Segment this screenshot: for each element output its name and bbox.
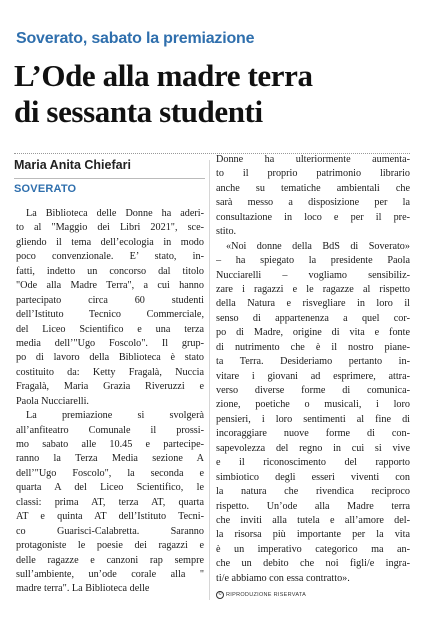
text-line: po di Madre, origine di vita e fonte — [216, 327, 410, 339]
text-line: zione, poetiche o musicali, i loro — [216, 399, 410, 411]
text-line: La Biblioteca delle Donne ha aderi- — [26, 208, 204, 219]
dateline: SOVERATO — [14, 183, 77, 195]
rights-notice — [216, 588, 410, 600]
text-line: delle ragazze e canzoni rap sempre — [16, 554, 204, 566]
text-line: protagoniste le poesie dei ragazzi e — [16, 540, 204, 552]
text-line: Donne ha ulteriormente aumenta- — [216, 154, 410, 165]
text-line: che un debito che noi figli/e ingra- — [216, 558, 410, 570]
left-column — [16, 207, 204, 597]
text-line: del Liceo Scientifico e una terza — [16, 323, 204, 335]
text-line: Fragalà, Maria Grazia Riveruzzi e — [16, 381, 204, 393]
text-line: classi: prima AT, terza AT, quarta — [16, 496, 204, 508]
text-line: zare i ragazzi e le ragazze al rispetto — [216, 283, 410, 295]
text-line: quarta A del Liceo Scientifico, le — [16, 482, 204, 494]
headline-line-1: L’Ode alla madre terra — [14, 58, 313, 93]
text-line: sarà messo a disposizione per la — [216, 197, 410, 209]
byline: Maria Anita Chiefari — [14, 158, 131, 172]
text-line: to al "Maggio dei Libri 2021", sce- — [16, 222, 204, 234]
text-line: stito. — [216, 226, 237, 238]
text-line: gliendo il tema dell’ecologia in modo — [16, 236, 204, 248]
text-line: costituito da: Ketty Fragalà, Nuccia — [16, 366, 204, 378]
text-line: to il proprio patrimonio librario — [216, 168, 410, 180]
text-line: sull’ambiente, un’ode corale alla " — [16, 568, 204, 580]
copyright-icon: © — [216, 591, 224, 599]
text-line: ta Terra. Desideriamo pertanto in- — [216, 356, 410, 368]
text-line: ranno la Terza Media sezione A — [16, 453, 204, 465]
text-line: poco convenzionale. E’ stato, in- — [16, 251, 204, 263]
text-line: di nutrimento che è il nostro piane- — [216, 341, 410, 353]
text-line: "Ode alla Madre Terra", a cui hanno — [16, 280, 204, 292]
text-line: vitare i giovani ad esprimere, attra- — [216, 370, 410, 382]
text-line: Paola Nucciarelli. — [16, 395, 89, 407]
rights-text: RIPRODUZIONE RISERVATA — [226, 592, 307, 599]
text-line: pensieri, i loro sentimenti al fine di — [216, 413, 410, 425]
text-line: è un imperativo categorico ma an- — [216, 543, 410, 555]
text-line: verso diverse forme di comunica- — [216, 385, 410, 396]
text-line: La premiazione si svolgerà — [26, 410, 204, 422]
text-line: e il riconoscimento del rapporto — [216, 457, 410, 469]
text-line: – ha spiegato la presidente Paola — [216, 255, 410, 267]
text-line: po di lavoro della Biblioteca è stato — [16, 352, 204, 364]
text-line: che inviti alla tutela e all’amore del- — [216, 514, 410, 526]
headline — [14, 58, 414, 130]
text-line: ti/e abbiamo con essa contratto». — [216, 572, 350, 584]
text-line: consultazione in loco e per il pre- — [216, 211, 410, 223]
kicker: Soverato, sabato la premiazione — [16, 30, 255, 47]
text-line: dell’"Ugo Foscolo", la seconda e — [16, 467, 204, 479]
text-line: rispetto. Un’ode alla Madre terra — [216, 500, 410, 512]
text-line: senso di appartenenza a quel cor- — [216, 312, 410, 324]
text-line: Nucciarelli – vogliamo sensibiliz- — [216, 269, 410, 281]
text-line: anche su tematiche ambientali che — [216, 182, 410, 194]
byline-divider — [14, 178, 205, 179]
text-line: madre terra". La Biblioteca delle — [16, 583, 150, 595]
text-line: dell’Istituto Tecnico Commerciale, — [16, 309, 204, 321]
text-line: co Guarisci-Calabretta. Saranno — [16, 525, 204, 537]
text-line: partecipato circa 60 studenti — [16, 294, 204, 306]
text-line: AT e quinta AT dell’Istituto Tecni- — [16, 511, 204, 523]
text-line: la risorsa più importante per la vita — [216, 529, 410, 541]
headline-line-2: di sessanta studenti — [14, 94, 263, 129]
text-line: simbiotico degli esseri viventi con — [216, 471, 410, 483]
column-divider — [209, 160, 210, 600]
right-column — [216, 153, 410, 600]
text-line: la natura che rivendica reciproco — [216, 486, 410, 498]
text-line: fatti, indetto un concorso dal titolo — [16, 265, 204, 277]
text-line: «Noi donne della BdS di Soverato» — [226, 240, 410, 252]
text-line: mo sabato alle 10.45 e partecipe- — [16, 439, 204, 450]
text-line: sapevolezza del regno in cui si vive — [216, 442, 410, 454]
text-line: della Natura e risvegliare in loro il — [216, 298, 410, 310]
text-line: media dell’"Ugo Foscolo". Il grup- — [16, 337, 204, 349]
text-line: incoraggiare nuove forme di con- — [216, 428, 410, 440]
text-line: all’anfiteatro Comunale il prossi- — [16, 424, 204, 436]
